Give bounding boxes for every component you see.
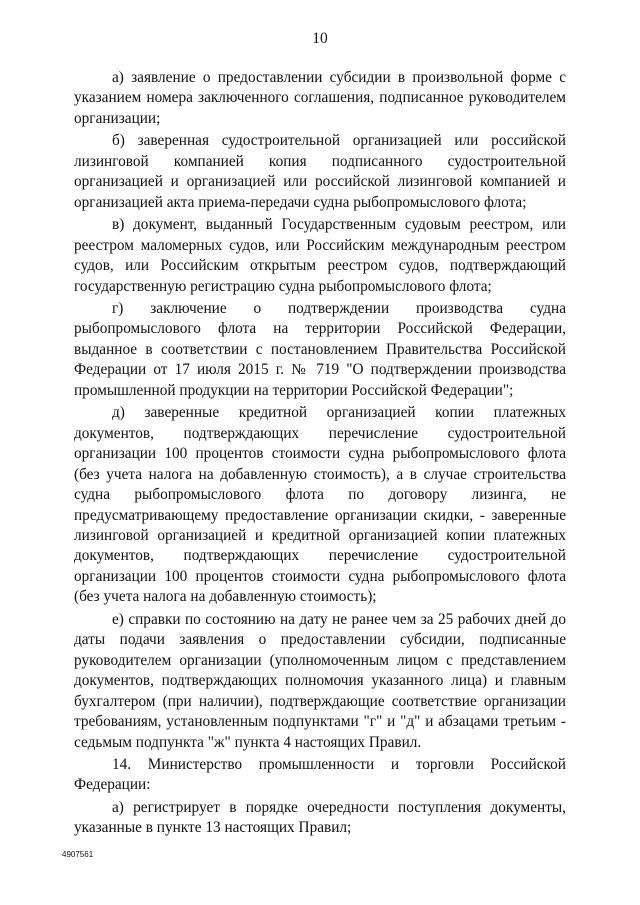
paragraph-e-certificates: е) справки по состоянию на дату не ранее чем за 25 рабочих дней до даты подачи заявления о предоставлении субсидии, подписанные руководителем организации (уполномоченным лицом с представлением документов, подтверждающих полномочия указанного лица) и главным бухгалтером (при наличии), подтверждающие соответствие организации требованиям, установленным подпунктами "г" и "д" и абзацами третьим - седьмым подпункта "ж" пункта 4 настоящих Правил. — [74, 610, 566, 751]
document-body — [74, 68, 566, 839]
paragraph-g-conclusion: г) заключение о подтверждении производства судна рыбопромыслового флота на территории Российской Федерации, выданное в соответствии с постановлением Правительства Российской Федерации от 17 июля 2015 г. № 719 "О подтверждении производства промышленной продукции на территории Российской Федерации"; — [74, 299, 566, 399]
paragraph-d-payment-documents: д) заверенные кредитной организацией копии платежных документов, подтверждающих перечисление судостроительной организации 100 процентов стоимости судна рыбопромыслового флота (без учета налога на добавленную стоимость), а в случае строительства судна рыбопромыслового флота по договору лизинга, не предусматривающему предоставление организации скидки, - заверенные лизинговой организацией и кредитной организацией копии платежных документов, подтверждающих перечисление судостроительной организации 100 процентов стоимости судна рыбопромыслового флота (без учета налога на добавленную стоимость); — [74, 404, 566, 606]
paragraph-b-certified-copy: б) заверенная судостроительной организацией или российской лизинговой компанией копия подписанного судостроительной организацией и организацией или российской лизинговой компанией и организацией акта приема-передачи судна рыбопромыслового флота; — [74, 132, 566, 211]
paragraph-14-ministry: 14. Министерство промышленности и торговли Российской Федерации: — [74, 755, 566, 794]
page-number: 10 — [312, 30, 328, 47]
paragraph-v-registry-document: в) документ, выданный Государственным судовым реестром, или реестром маломерных судов, или Российским международным реестром судов, или Российским открытым реестром судов, подтверждающий государственную регистрацию судна рыбопромыслового флота; — [74, 216, 566, 295]
document-code: 4907561 — [62, 850, 94, 859]
paragraph-a-registers: а) регистрирует в порядке очередности поступления документы, указанные в пункте 13 настоящих Правил; — [74, 798, 566, 837]
paragraph-a-application: а) заявление о предоставлении субсидии в произвольной форме с указанием номера заключенного соглашения, подписанное руководителем организации; — [74, 69, 566, 127]
